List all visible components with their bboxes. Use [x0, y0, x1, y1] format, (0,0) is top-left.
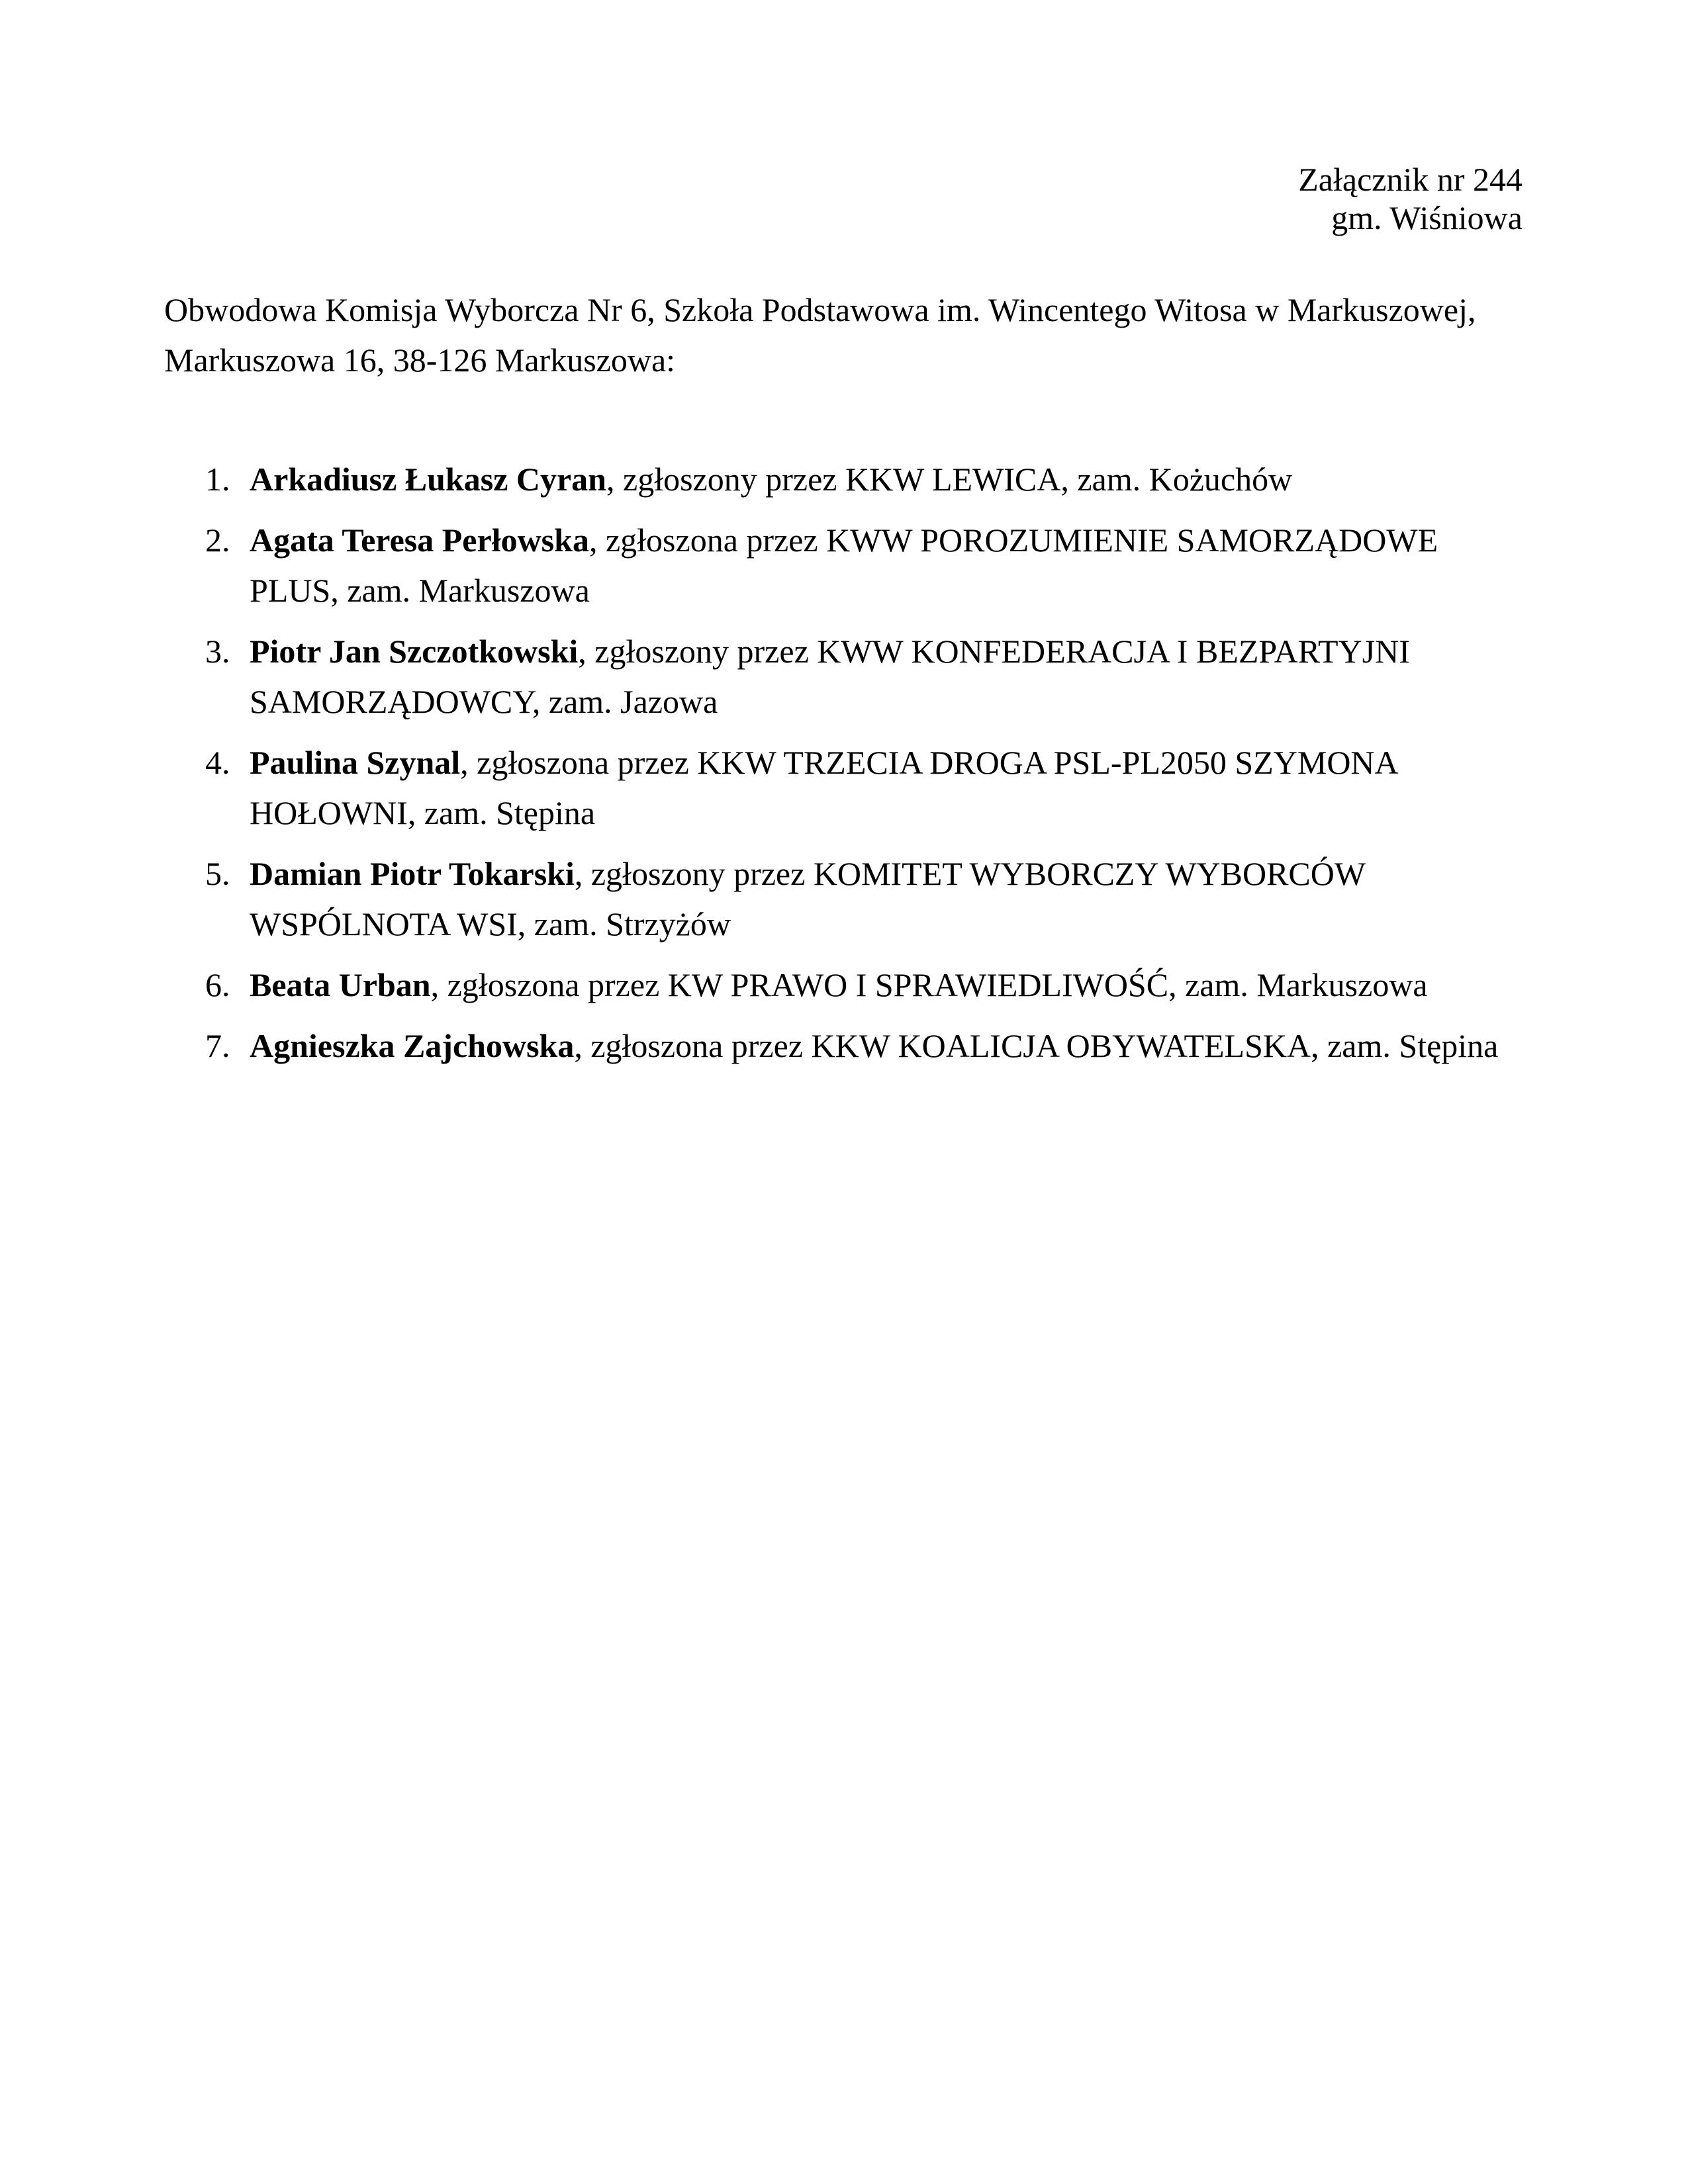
member-name: Damian Piotr Tokarski: [250, 855, 575, 892]
attachment-number-label: Załącznik nr 244: [1298, 161, 1523, 198]
member-details: , zgłoszona przez KWW POROZUMIENIE SAMORZĄDOWE PLUS, zam. Markuszowa: [250, 522, 1438, 609]
list-item-number: 3.: [205, 633, 230, 670]
list-item: [164, 454, 1523, 504]
member-details: , zgłoszony przez KKW LEWICA, zam. Kożuchów: [606, 461, 1293, 498]
list-item: [164, 1021, 1523, 1071]
list-item: [164, 737, 1523, 838]
list-item-number: 7.: [205, 1027, 230, 1064]
list-item-number: 1.: [205, 461, 230, 498]
member-details: , zgłoszona przez KKW TRZECIA DROGA PSL-PL2050 SZYMONA HOŁOWNI, zam. Stępina: [250, 744, 1397, 831]
list-item-number: 4.: [205, 744, 230, 781]
member-name: Paulina Szynal: [250, 744, 461, 781]
member-name: Piotr Jan Szczotkowski: [250, 633, 579, 670]
member-list: [164, 454, 1523, 1071]
list-item: [164, 848, 1523, 949]
list-item-number: 2.: [205, 522, 230, 559]
member-name: Beata Urban: [250, 966, 431, 1003]
member-details: , zgłoszona przez KW PRAWO I SPRAWIEDLIWOŚĆ, zam. Markuszowa: [430, 966, 1428, 1003]
member-details: , zgłoszona przez KKW KOALICJA OBYWATELSKA, zam. Stępina: [574, 1027, 1499, 1064]
list-item: [164, 960, 1523, 1010]
member-details: , zgłoszony przez KWW KONFEDERACJA I BEZPARTYJNI SAMORZĄDOWCY, zam. Jazowa: [250, 633, 1410, 720]
attachment-header: [164, 161, 1523, 237]
list-item-number: 6.: [205, 966, 230, 1003]
list-item-number: 5.: [205, 855, 230, 892]
commission-intro-paragraph: Obwodowa Komisja Wyborcza Nr 6, Szkoła Podstawowa im. Wincentego Witosa w Markuszowej, Markuszowa 16, 38-126 Markuszowa:: [164, 291, 1476, 379]
municipality-label: gm. Wiśniowa: [1331, 199, 1523, 236]
member-name: Arkadiusz Łukasz Cyran: [250, 461, 606, 498]
list-item: [164, 626, 1523, 727]
member-name: Agata Teresa Perłowska: [250, 522, 589, 559]
member-name: Agnieszka Zajchowska: [250, 1027, 575, 1064]
list-item: [164, 515, 1523, 615]
member-details: , zgłoszony przez KOMITET WYBORCZY WYBORCÓW WSPÓLNOTA WSI, zam. Strzyżów: [250, 855, 1366, 942]
